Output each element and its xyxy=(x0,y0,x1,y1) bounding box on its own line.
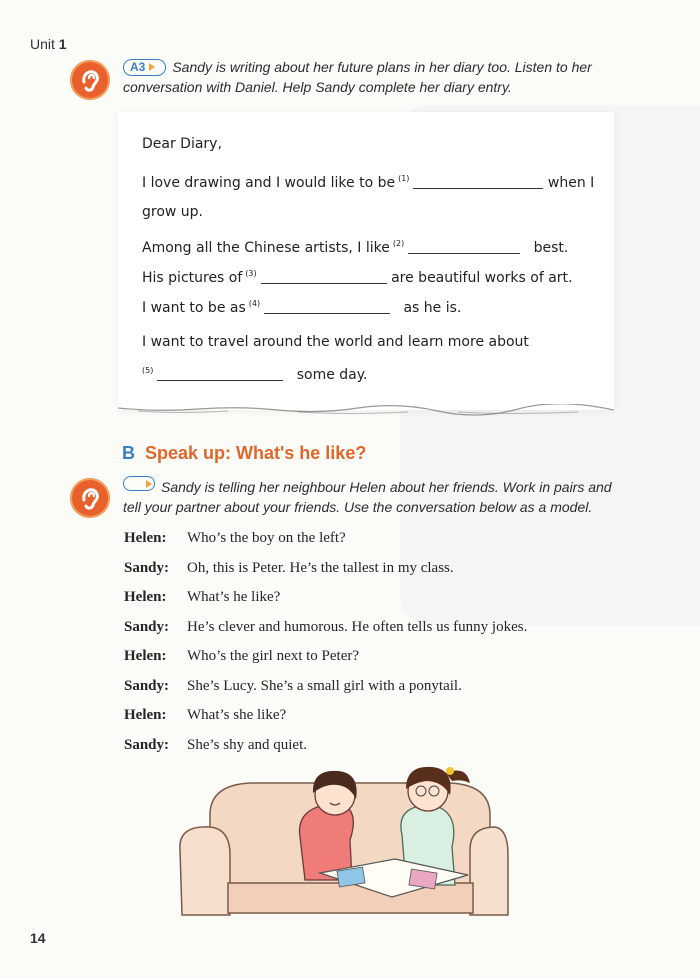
audio-track-badge-empty[interactable] xyxy=(123,476,155,491)
play-icon xyxy=(149,63,155,71)
diary-torn-edge xyxy=(118,404,614,416)
girls-on-sofa-illustration xyxy=(170,755,510,930)
diary-greeting: Dear Diary, xyxy=(142,136,222,152)
answer-blank-2[interactable] xyxy=(408,239,520,254)
audio-track-badge[interactable]: A3 xyxy=(123,59,166,76)
diary-line-5: I want to be as $^{(4)}$ as he is. xyxy=(142,299,462,316)
answer-blank-5[interactable] xyxy=(157,366,283,381)
diary-line-6: I want to travel around the world and learn more about xyxy=(142,334,529,350)
section-b-instructions: Sandy is telling her neighbour Helen about her friends. Work in pairs and tell your partner about your friends. Use the conversation below as a model. xyxy=(123,477,633,517)
diary-line-1: I love drawing and I would like to be $^{(1)}$ when I xyxy=(142,174,595,191)
unit-label: Unit 1 xyxy=(30,36,67,52)
answer-blank-4[interactable] xyxy=(264,299,390,314)
diary-entry-card xyxy=(118,112,614,410)
diary-line-7: $^{(5)}$ some day. xyxy=(142,366,368,383)
section-a3-instructions: A3 Sandy is writing about her future plans in her diary too. Listen to her conversation with Daniel. Help Sandy complete her diary entry. xyxy=(123,59,592,95)
listening-ear-icon xyxy=(70,60,110,100)
diary-line-4: His pictures of $^{(3)}$ are beautiful works of art. xyxy=(142,269,573,286)
play-icon xyxy=(146,480,152,488)
diary-line-3: Among all the Chinese artists, I like $^{(2)}$ best. xyxy=(142,239,569,256)
section-b-heading: B Speak up: What's he like? xyxy=(122,443,367,463)
answer-blank-1[interactable] xyxy=(413,174,543,189)
diary-line-2: grow up. xyxy=(142,204,204,220)
page-number: 14 xyxy=(30,930,46,946)
speaking-ear-icon xyxy=(70,478,110,518)
answer-blank-3[interactable] xyxy=(261,269,387,284)
